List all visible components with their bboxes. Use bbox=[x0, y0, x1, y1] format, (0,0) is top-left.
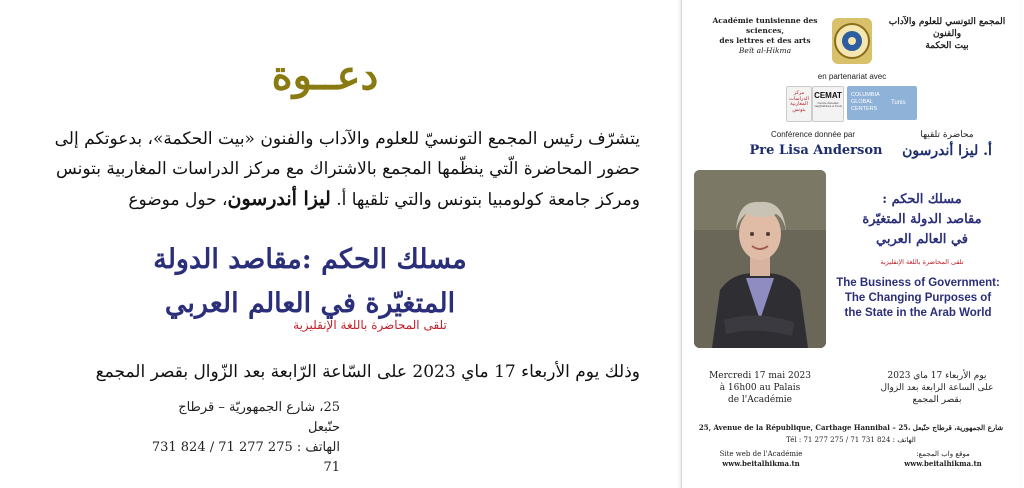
invitation-line: يتشرّف رئيس المجمع التونسيّ للعلوم والآداب والفنون «بيت الحكمة»، بدعوتكم إلى bbox=[54, 129, 640, 149]
event-poster bbox=[681, 0, 1020, 488]
invitation-line-text: ، حول موضوع bbox=[128, 190, 228, 210]
lecturer-photo bbox=[694, 170, 826, 348]
lecture-subject bbox=[60, 238, 560, 326]
columbia-global-centers-logo: COLUMBIA GLOBAL CENTERS Tunis bbox=[847, 86, 917, 120]
lecture-title-ar: مسلك الحكم : مقاصد الدولة المتغيّرة في العالم العربي bbox=[862, 192, 982, 247]
event-date: وذلك يوم الأربعاء 17 ماي 2023 على السّاعة الرّابعة بعد الزّوال بقصر المجمع bbox=[95, 362, 640, 382]
poster-address: 25, Avenue de la République, Carthage Hannibal – 25، شارع الجمهورية، قرطاج حنّبعل Tél : 71 277 275 / 71 731 824 : الهاتف bbox=[698, 423, 1004, 444]
event-date-ar: يوم الأربعاء 17 ماي 2023 على الساعة الرابعة بعد الزوال بقصر المجمع bbox=[880, 371, 994, 405]
cemat-logo: CEMAT Centre d'études maghrébines à Tunis bbox=[812, 86, 844, 122]
invitation-line: حضور المحاضرة الّتي ينظّمها المجمع بالاشتراك مع مركز الدراسات المغاربية بتونس bbox=[55, 159, 640, 179]
phone-line: الهاتف : 275 277 71 / 824 731 71 bbox=[151, 440, 340, 475]
invitation-title: دعــوة bbox=[271, 52, 379, 99]
language-note: تلقى المحاضرة باللغة الإنقليزية bbox=[293, 318, 447, 332]
invitation-line-text: ومركز جامعة كولومبيا بتونس والتي تلقيها أ. bbox=[336, 190, 640, 210]
lecturer-name-ar: أ. ليزا أندرسون bbox=[902, 143, 992, 159]
website-ar: موقع واب المجمع: www.beitalhikma.tn bbox=[904, 450, 982, 468]
event-date-fr: Mercredi 17 mai 2023 à 16h00 au Palais de l'Académie bbox=[709, 371, 811, 405]
lecture-title-en: The Business of Government: The Changing Purposes of the State in the Arab World bbox=[836, 277, 1000, 319]
maghreb-center-logo: مركز الدراسات المغاربية بتونس bbox=[786, 86, 812, 122]
invitation-line bbox=[40, 184, 640, 215]
website-link[interactable]: www.beitalhikma.tn bbox=[904, 459, 982, 468]
invitation-paragraph bbox=[40, 124, 640, 215]
academy-emblem-icon bbox=[829, 16, 875, 66]
subject-line: المتغيّرة في العالم العربي bbox=[164, 288, 456, 319]
address-line: 25، شارع الجمهوريّة – قرطاج حنّبعل bbox=[178, 400, 340, 435]
lecturer-name: ليزا أندرسون bbox=[227, 188, 331, 210]
lecturer-name-fr: Pre Lisa Anderson bbox=[749, 143, 883, 158]
conference-label-fr: Conférence donnée par bbox=[770, 130, 856, 139]
invitation-address bbox=[150, 398, 340, 478]
portrait-illustration bbox=[694, 170, 826, 348]
language-note-ar: تلقى المحاضرة باللغة الإنقليزية bbox=[880, 258, 964, 266]
website-fr: Site web de l'Académie www.beitalhikma.tn bbox=[719, 450, 803, 468]
website-link[interactable]: www.beitalhikma.tn bbox=[722, 459, 800, 468]
academy-name-fr: Académie tunisienne des sciences, des lettres et des arts Beït al-Hikma bbox=[712, 16, 818, 55]
academy-name-ar: المجمع التونسي للعلوم والآداب والفنون بيت الحكمة bbox=[888, 17, 1006, 51]
partnership-label: en partenariat avec bbox=[817, 72, 887, 81]
subject-line: مسلك الحكم :مقاصد الدولة bbox=[153, 244, 467, 275]
conference-label-ar: محاضرة تلقيها bbox=[920, 130, 974, 140]
